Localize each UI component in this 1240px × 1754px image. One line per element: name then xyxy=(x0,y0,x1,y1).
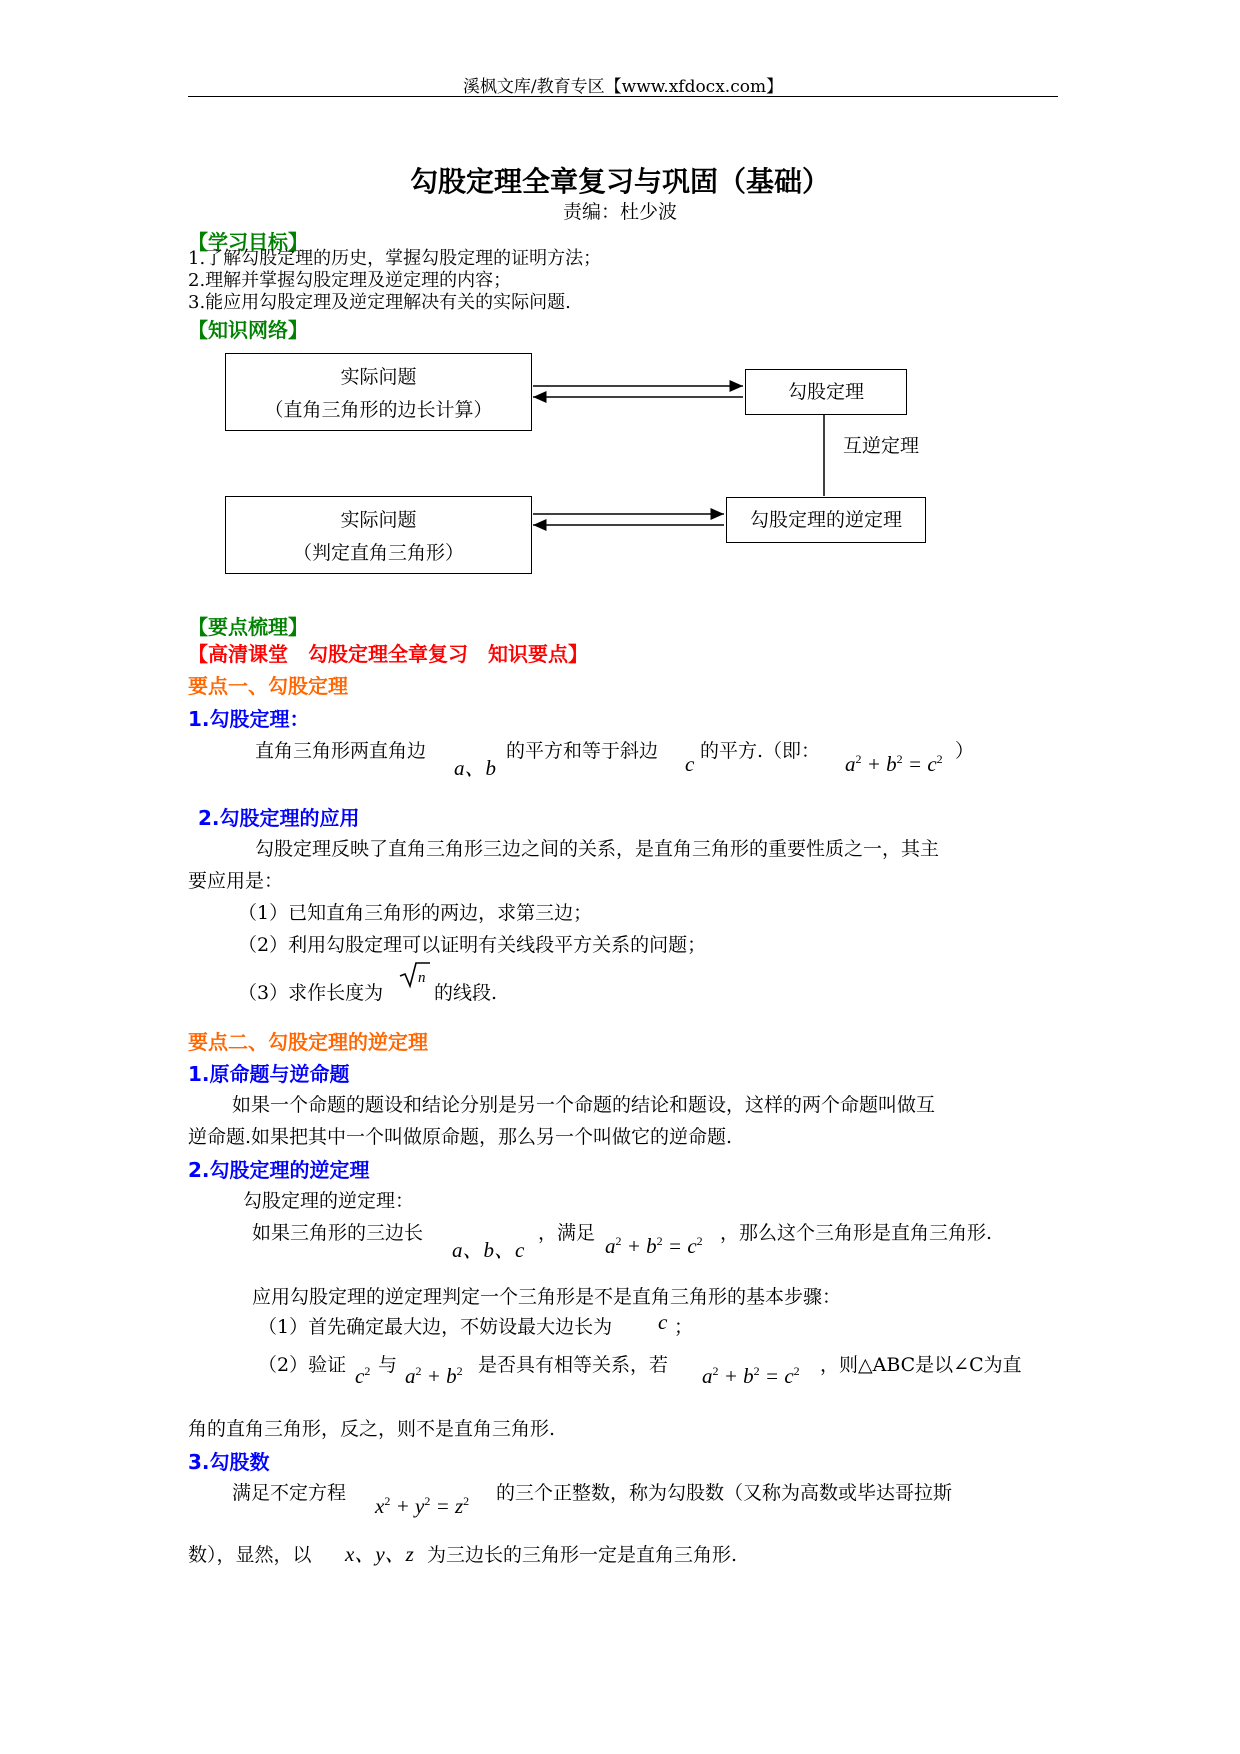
editor-line: 责编：杜少波 xyxy=(562,201,677,223)
step-1-var-c: c xyxy=(658,1310,668,1334)
svg-text:n: n xyxy=(418,970,426,986)
step-2-c: 是否具有相等关系，若 xyxy=(478,1354,669,1376)
var-ab: a、b xyxy=(454,756,496,780)
goal-item: 3.能应用勾股定理及逆定理解决有关的实际问题. xyxy=(188,292,571,313)
pythagorean-triple-text-b: 的三个正整数，称为勾股数（又称为高数或毕达哥拉斯 xyxy=(496,1482,953,1504)
box-line: （判定直角三角形） xyxy=(292,542,464,564)
page-header: 溪枫文库/教育专区【www.xfdocx.com】 xyxy=(462,77,784,97)
points-heading: 【要点梳理】 xyxy=(188,615,308,639)
steps-intro: 应用勾股定理的逆定理判定一个三角形是不是直角三角形的基本步骤： xyxy=(252,1286,842,1308)
point1-heading: 要点一、勾股定理 xyxy=(188,674,348,698)
goal-item: 1.了解勾股定理的历史，掌握勾股定理的证明方法； xyxy=(188,248,602,269)
theorem-text-b: 的平方和等于斜边 xyxy=(506,740,659,762)
step-1-end: ； xyxy=(674,1316,694,1338)
goal-item: 2.理解并掌握勾股定理及逆定理的内容； xyxy=(188,270,512,291)
box-pythagorean-theorem: 勾股定理 xyxy=(745,369,907,415)
formula-step2: $a^2 + b^2 = c^2$ xyxy=(702,1364,800,1388)
application-item-3-end: 的线段. xyxy=(434,982,498,1004)
sqrt-n-symbol xyxy=(398,960,432,990)
step-2-d: ，则△ABC是以∠C为直 xyxy=(820,1354,1022,1376)
application-text-1: 勾股定理反映了直角三角形三边之间的关系，是直角三角形的重要性质之一，其主 xyxy=(255,838,940,860)
box-line: 实际问题 xyxy=(340,366,417,388)
converse-theorem-text-a: 如果三角形的三边长 xyxy=(252,1222,424,1244)
vars-abc: a、b、c xyxy=(452,1238,525,1262)
theorem-text-a: 直角三角形两直角边 xyxy=(255,740,427,762)
formula-xyz: $x^2 + y^2 = z^2$ xyxy=(375,1494,470,1518)
network-heading: 【知识网络】 xyxy=(188,318,308,342)
converse-theorem-label: 勾股定理的逆定理： xyxy=(243,1190,415,1212)
formula-pythagoras: $a^2 + b^2 = c^2$ xyxy=(845,752,943,776)
document-title: 勾股定理全章复习与巩固（基础） xyxy=(409,165,830,198)
vars-xyz: x、y、z xyxy=(345,1542,414,1566)
diagram-arrows xyxy=(200,345,950,585)
formula-c-squared: $c^2$ xyxy=(355,1364,371,1388)
class-link[interactable]: 【高清课堂 勾股定理全章复习 知识要点】 xyxy=(188,642,588,666)
point2-heading: 要点二、勾股定理的逆定理 xyxy=(188,1030,428,1054)
step-2-b: 与 xyxy=(378,1354,398,1376)
converse-prop-text-2: 逆命题.如果把其中一个叫做原命题，那么另一个叫做它的逆命题. xyxy=(188,1126,733,1148)
converse-theorem-text-b: ，满足 xyxy=(538,1222,596,1244)
box-line: （直角三角形的边长计算） xyxy=(264,399,493,421)
point2-1-heading: 1.原命题与逆命题 xyxy=(188,1062,350,1086)
point1-2-heading: 2.勾股定理的应用 xyxy=(198,806,360,830)
header-divider xyxy=(188,96,1058,97)
box-converse-theorem: 勾股定理的逆定理 xyxy=(726,497,926,543)
theorem-text-close: ） xyxy=(955,740,975,762)
converse-theorem-text-c: ，那么这个三角形是直角三角形. xyxy=(720,1222,993,1244)
formula-a2-plus-b2: $a^2 + b^2$ xyxy=(405,1364,463,1388)
point2-2-heading: 2.勾股定理的逆定理 xyxy=(188,1158,370,1182)
pythagorean-triple-text-c: 数），显然，以 xyxy=(188,1544,312,1566)
box-line: 实际问题 xyxy=(340,509,417,531)
pythagorean-triple-text-a: 满足不定方程 xyxy=(232,1482,347,1504)
knowledge-network-diagram xyxy=(200,345,950,585)
var-c: c xyxy=(685,752,695,776)
point1-1-heading: 1.勾股定理： xyxy=(188,707,310,731)
converse-prop-text-1: 如果一个命题的题设和结论分别是另一个命题的结论和题设，这样的两个命题叫做互 xyxy=(232,1094,936,1116)
step-2-a: （2）验证 xyxy=(258,1354,347,1376)
formula-converse: $a^2 + b^2 = c^2$ xyxy=(605,1234,703,1258)
application-text-2: 要应用是： xyxy=(188,870,284,892)
theorem-text-c: 的平方.（即： xyxy=(700,740,821,762)
goals-heading: 【学习目标】 xyxy=(188,230,308,254)
relation-label: 互逆定理 xyxy=(843,435,920,457)
point2-3-heading: 3.勾股数 xyxy=(188,1450,270,1474)
application-item-1: （1）已知直角三角形的两边，求第三边； xyxy=(238,902,593,924)
application-item-2: （2）利用勾股定理可以证明有关线段平方关系的问题； xyxy=(238,934,707,956)
application-item-3: （3）求作长度为 xyxy=(238,982,384,1004)
step-1: （1）首先确定最大边，不妨设最大边长为 xyxy=(258,1316,613,1338)
pythagorean-triple-text-d: 为三边长的三角形一定是直角三角形. xyxy=(427,1544,738,1566)
step-2-e: 角的直角三角形，反之，则不是直角三角形. xyxy=(188,1418,556,1440)
